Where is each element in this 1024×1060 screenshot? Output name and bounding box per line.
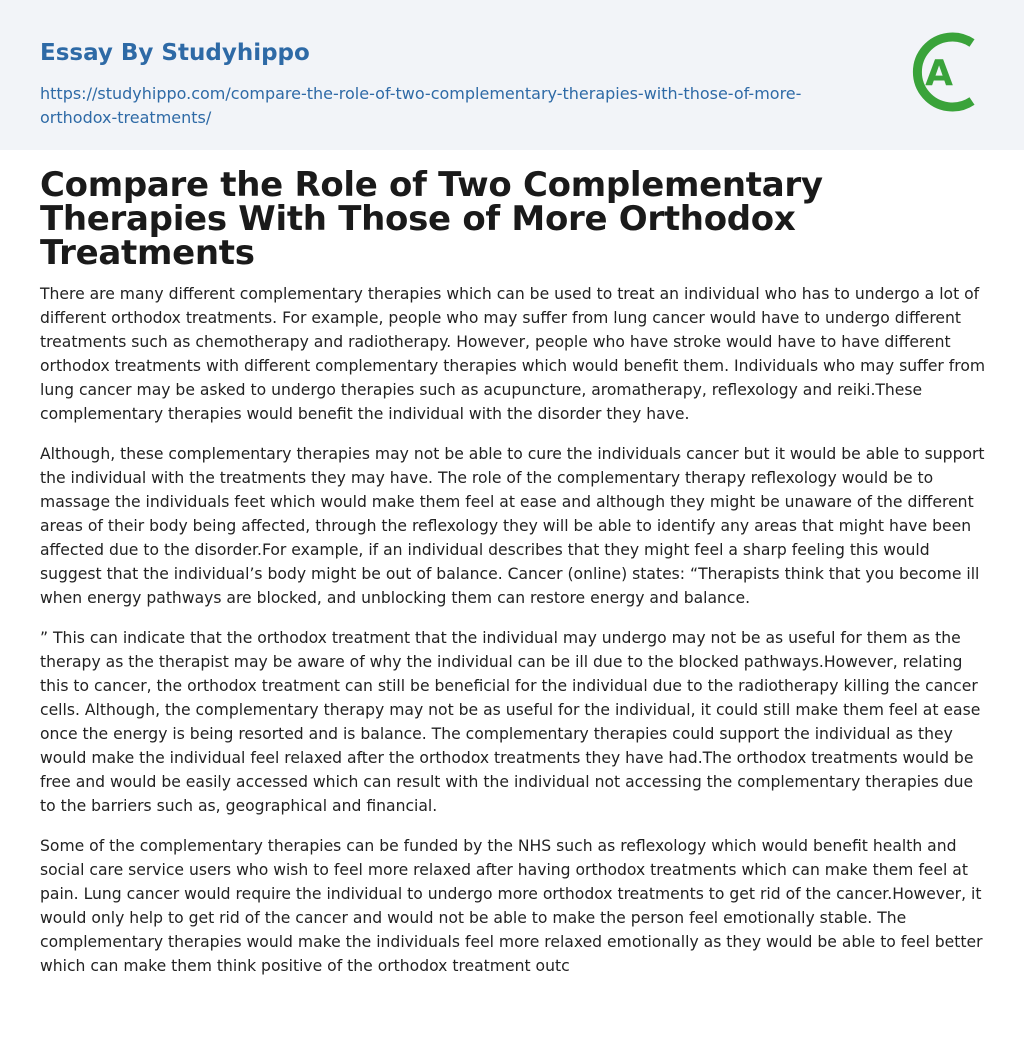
article-paragraph: Although, these complementary therapies may not be able to cure the individuals cancer but it would be able to support the individual with the treatments they may have. The role of the complementary therapy reflexology would be to massage the individuals feet which would make them feel at ease and although they might be unaware of the different areas of their body being affected, through the reflexology they will be able to identify any areas that might have been affected due to the disorder.For example, if an individual describes that they might feel a sharp feeling this would suggest that the individual’s body might be out of balance. Cancer (online) states: “Therapists think that you become ill when energy pathways are blocked, and unblocking them can restore energy and balance. (40, 445, 985, 607)
article-paragraph: ” This can indicate that the orthodox treatment that the individual may undergo may not be as useful for them as the therapy as the therapist may be aware of why the individual can be ill due to the blocked pathways.However, relating this to cancer, the orthodox treatment can still be beneficial for the individual due to the radiotherapy killing the cancer cells. Although, the complementary therapy may not be as useful for the individual, it could still make them feel at ease once the energy is being resorted and is balance. The complementary therapies could support the individual as they would make the individual feel relaxed after the orthodox treatments they have had.The orthodox treatments would be free and would be easily accessed which can result with the individual not accessing the complementary therapies due to the barriers such as, geographical and financial. (40, 629, 981, 815)
logo-letter: A (925, 53, 953, 94)
article-paragraph: There are many different complementary therapies which can be used to treat an individual who has to undergo a lot of different orthodox treatments. For example, people who may suffer from lung cancer would have to undergo different treatments such as chemotherapy and radiotherapy. However, people who have stroke would have to have different orthodox treatments with different complementary therapies which would benefit them. Individuals who may suffer from lung cancer may be asked to undergo therapies such as acupuncture, aromatherapy, reflexology and reiki.These complementary therapies would benefit the individual with the disorder they have. (40, 285, 986, 423)
brand-title: Essay By Studyhippo (40, 40, 310, 66)
essay-url-link[interactable]: https://studyhippo.com/compare-the-role-of-two-complementary-therapies-with-those-of-more-orthodox-treatments/ (40, 84, 802, 127)
article-paragraph: Some of the complementary therapies can be funded by the NHS such as reflexology which would benefit health and social care service users who wish to feel more relaxed after having orthodox treatments which can make them feel at pain. Lung cancer would require the individual to undergo more orthodox treatments to get rid of the cancer.However, it would only help to get rid of the cancer and would not be able to make the person feel emotionally stable. The complementary therapies would make the individuals feel more relaxed emotionally as they would be able to feel better which can make them think positive of the orthodox treatment outc (40, 837, 983, 975)
article-content (40, 165, 990, 994)
studyhippo-logo-icon[interactable] (906, 28, 990, 116)
page-title: Compare the Role of Two Complementary Therapies With Those of More Orthodox Treatments (40, 165, 823, 273)
page-header (0, 0, 1024, 150)
